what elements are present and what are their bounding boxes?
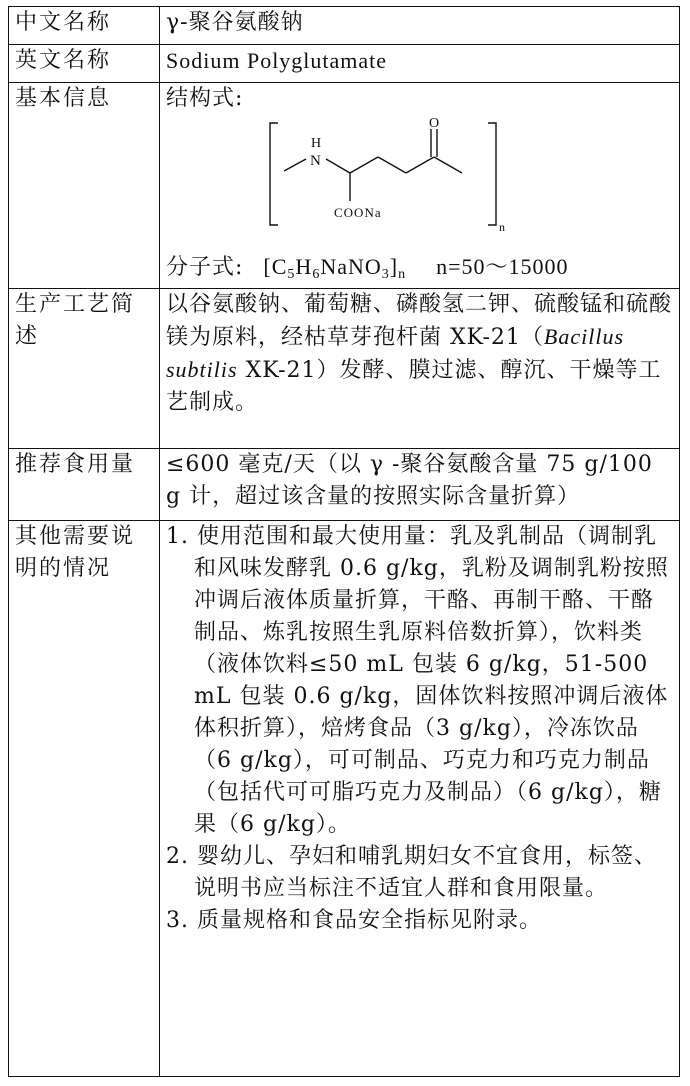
info-table-container — [8, 6, 680, 1082]
bond — [326, 159, 350, 173]
list-item: 1. 使用范围和最大使用量：乳及乳制品（调制乳和风味发酵乳 0.6 g/kg，乳粉及调制乳粉按照冲调后液体质量折算，干酪、再制干酪、干酪制品、炼乳按照生乳原料倍数折算），饮料类（液体饮料≤50 mL 包装 6 g/kg，51-500 mL 包装 0.6 g/kg，固体饮料按照冲调后液体体积折算），焙烤食品（3 g/kg），冷冻饮品（6 g/kg），可可制品、巧克力和巧克力制品（包括代可可脂巧克力及制品）（6 g/kg），糖果（6 g/kg）。 — [166, 524, 669, 837]
formula-subscript: 6 — [312, 267, 321, 282]
bond — [434, 157, 462, 173]
row-label-basic-info: 基本信息 — [9, 83, 160, 289]
formula-part: H — [295, 254, 313, 279]
formula-text — [263, 254, 407, 282]
list-item: 3. 质量规格和食品安全指标见附录。 — [166, 908, 542, 933]
structural-formula — [166, 115, 673, 251]
structure-label: 结构式: — [166, 86, 244, 111]
row-label-other: 其他需要说明的情况 — [9, 521, 160, 1077]
bond — [378, 157, 406, 173]
table-row — [9, 449, 680, 521]
structure-diagram — [166, 115, 666, 251]
formula-part: [C — [263, 254, 288, 279]
table-row — [9, 521, 680, 1077]
formula-label: 分子式: — [166, 255, 244, 280]
row-value-en-name: Sodium Polyglutamate — [160, 45, 680, 83]
process-text-1: 以谷氨酸钠、葡萄糖、磷酸氢二钾、硫酸锰和硫酸镁为原料，经枯草芽孢杆菌 XK-21（ — [166, 292, 673, 350]
group-coona-label: COONa — [334, 205, 382, 220]
formula-subscript: n — [398, 267, 407, 282]
molecular-formula — [166, 251, 673, 284]
table-row — [9, 45, 680, 83]
row-label-dosage: 推荐食用量 — [9, 449, 160, 521]
row-value-cn-name: γ-聚谷氨酸钠 — [160, 7, 680, 45]
table-row — [9, 83, 680, 289]
info-table — [8, 6, 680, 1077]
row-value-process — [160, 289, 680, 449]
formula-subscript: 5 — [287, 267, 296, 282]
notes-list — [166, 521, 673, 937]
atom-n-label: N — [310, 153, 322, 169]
formula-part: NaNO — [320, 254, 382, 279]
row-label-cn-name: 中文名称 — [9, 7, 160, 45]
row-value-dosage: ≤600 毫克/天（以 γ -聚谷氨酸含量 75 g/100 g 计，超过该含量的按照实际含量折算） — [160, 449, 680, 521]
list-item: 2. 婴幼儿、孕妇和哺乳期妇女不宜食用，标签、说明书应当标注不适宜人群和食用限量。 — [166, 844, 657, 901]
bond — [350, 157, 378, 173]
bond — [284, 159, 306, 171]
left-bracket — [270, 123, 278, 225]
row-value-basic-info — [160, 83, 680, 289]
atom-h-label: H — [311, 136, 323, 151]
atom-o-label: O — [429, 116, 441, 131]
polymer-range: n=50～15000 — [436, 254, 569, 279]
process-text-2: XK-21）发酵、膜过滤、醇沉、干燥等工艺制成。 — [166, 358, 662, 415]
bond — [406, 157, 434, 173]
row-value-other — [160, 521, 680, 1077]
row-label-en-name: 英文名称 — [9, 45, 160, 83]
right-bracket — [488, 123, 496, 225]
table-row — [9, 289, 680, 449]
table-row — [9, 7, 680, 45]
formula-part: ] — [389, 254, 399, 279]
formula-subscript: 3 — [381, 267, 390, 282]
process-organism-italic: Bacillus subtilis — [166, 324, 625, 382]
row-label-process: 生产工艺简述 — [9, 289, 160, 449]
repeat-subscript: n — [499, 220, 506, 234]
